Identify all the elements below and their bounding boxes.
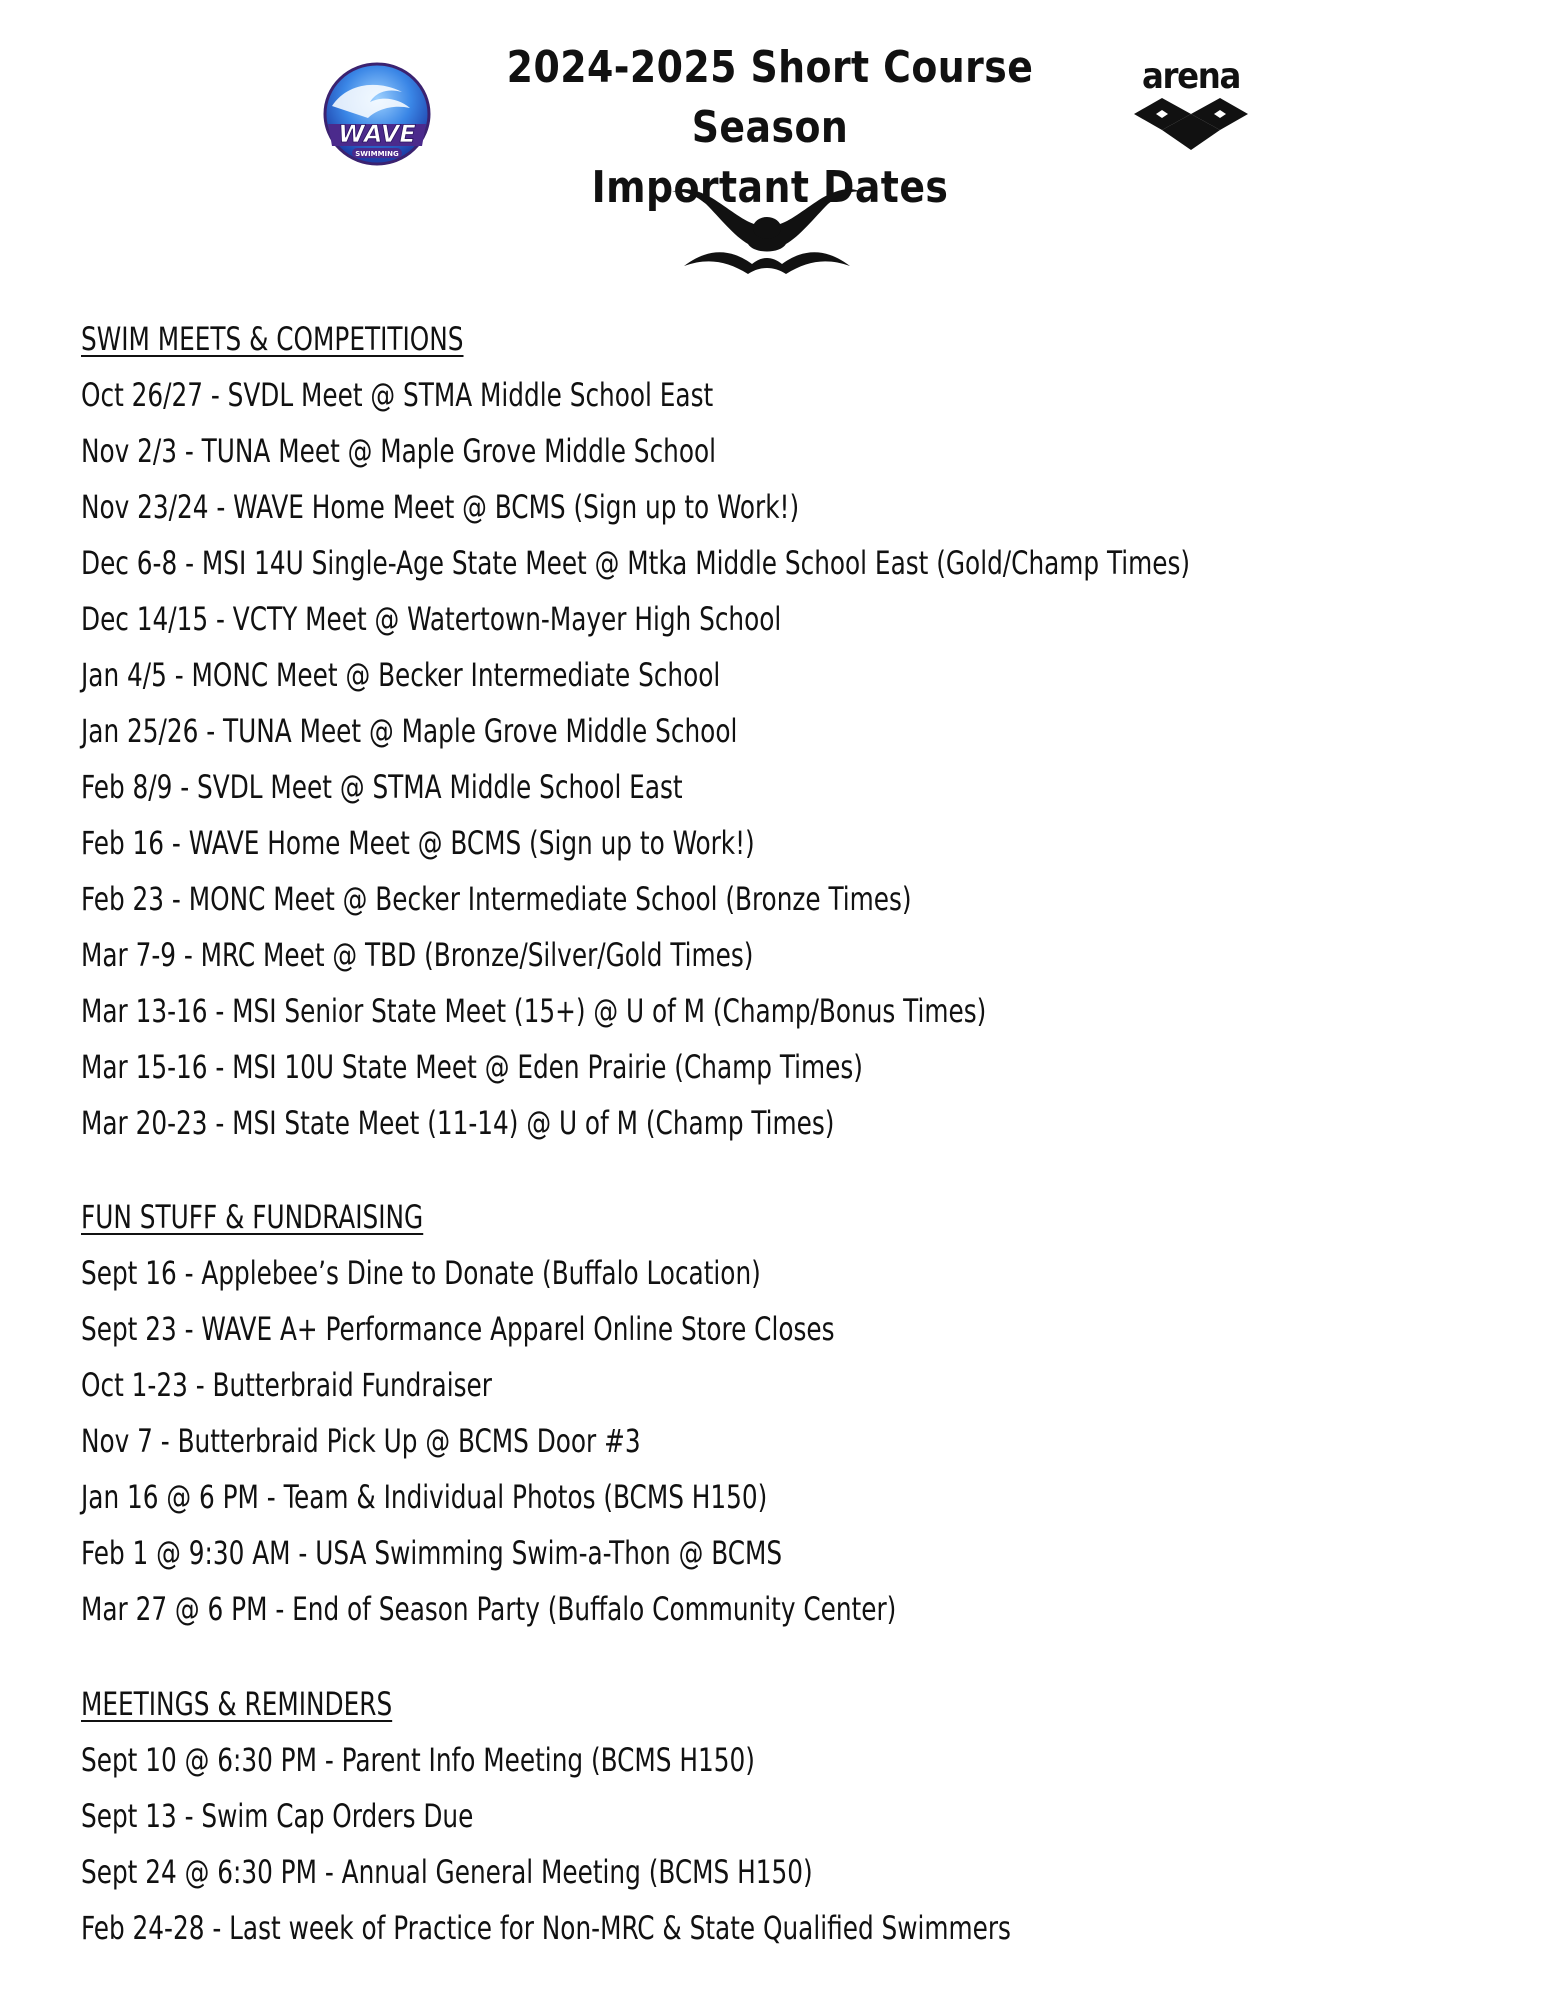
list-item: Jan 16 @ 6 PM - Team & Individual Photos (BCMS H150): [81, 1478, 768, 1516]
list-item: Mar 13-16 - MSI Senior State Meet (15+) @ U of M (Champ/Bonus Times): [81, 992, 987, 1030]
title-line-1: 2024-2025 Short Course Season: [506, 42, 1034, 153]
list-item: Feb 16 - WAVE Home Meet @ BCMS (Sign up to Work!): [81, 824, 755, 862]
section-heading: FUN STUFF & FUNDRAISING: [81, 1198, 424, 1236]
section-heading: MEETINGS & REMINDERS: [81, 1685, 393, 1723]
list-item: Mar 7-9 - MRC Meet @ TBD (Bronze/Silver/Gold Times): [81, 936, 754, 974]
list-item: Dec 6-8 - MSI 14U Single-Age State Meet @ Mtka Middle School East (Gold/Champ Times): [81, 544, 1191, 582]
list-item: Jan 25/26 - TUNA Meet @ Maple Grove Middle School: [81, 712, 738, 750]
wave-logo-text: WAVE: [338, 120, 416, 148]
list-item: Sept 23 - WAVE A+ Performance Apparel Online Store Closes: [81, 1310, 835, 1348]
list-item: Feb 1 @ 9:30 AM - USA Swimming Swim-a-Thon @ BCMS: [81, 1534, 783, 1572]
list-item: Feb 23 - MONC Meet @ Becker Intermediate School (Bronze Times): [81, 880, 912, 918]
list-item: Sept 13 - Swim Cap Orders Due: [81, 1797, 474, 1835]
list-item: Mar 20-23 - MSI State Meet (11-14) @ U of M (Champ Times): [81, 1104, 835, 1142]
list-item: Nov 7 - Butterbraid Pick Up @ BCMS Door #3: [81, 1422, 641, 1460]
wave-logo-subtext: SWIMMING: [355, 150, 399, 158]
butterfly-swimmer-icon: [668, 184, 866, 284]
title-line-2: Important Dates: [591, 162, 949, 213]
list-item: Feb 8/9 - SVDL Meet @ STMA Middle School East: [81, 768, 683, 806]
swim-meets-section: [81, 311, 1481, 1151]
list-item: Oct 26/27 - SVDL Meet @ STMA Middle School East: [81, 376, 714, 414]
list-item: Sept 16 - Applebee’s Dine to Donate (Buffalo Location): [81, 1254, 761, 1292]
arena-logo-icon: [1128, 58, 1254, 158]
list-item: Dec 14/15 - VCTY Meet @ Watertown-Mayer High School: [81, 600, 782, 638]
list-item: Nov 2/3 - TUNA Meet @ Maple Grove Middle School: [81, 432, 717, 470]
list-item: Mar 27 @ 6 PM - End of Season Party (Buffalo Community Center): [81, 1590, 897, 1628]
page-header: [0, 0, 1545, 300]
list-item: Mar 15-16 - MSI 10U State Meet @ Eden Prairie (Champ Times): [81, 1048, 863, 1086]
list-item: Oct 1-23 - Butterbraid Fundraiser: [81, 1366, 492, 1404]
section-heading: SWIM MEETS & COMPETITIONS: [81, 320, 464, 358]
list-item: Sept 10 @ 6:30 PM - Parent Info Meeting (BCMS H150): [81, 1741, 755, 1779]
list-item: Feb 24-28 - Last week of Practice for Non-MRC & State Qualified Swimmers: [81, 1909, 1011, 1947]
arena-logo-text: arena: [1142, 58, 1240, 98]
list-item: Sept 24 @ 6:30 PM - Annual General Meeting (BCMS H150): [81, 1853, 813, 1891]
list-item: Jan 4/5 - MONC Meet @ Becker Intermediate School: [81, 656, 721, 694]
meetings-section: [81, 1676, 1481, 1956]
wave-swimming-logo-icon: [318, 62, 436, 166]
fun-stuff-section: [81, 1189, 1481, 1637]
list-item: Nov 23/24 - WAVE Home Meet @ BCMS (Sign up to Work!): [81, 488, 800, 526]
